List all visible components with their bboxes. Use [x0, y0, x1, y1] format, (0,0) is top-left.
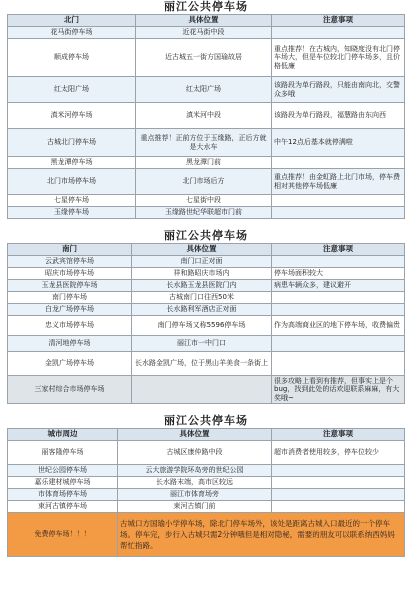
- header-location: 具体位置: [118, 429, 272, 441]
- table-row: [8, 39, 405, 77]
- section3-header-row: [8, 429, 405, 441]
- lot-name: 束河古镇停车场: [8, 501, 118, 513]
- section-gap: [0, 219, 411, 229]
- table-row: [8, 157, 405, 169]
- lot-location: 丽江市一中门口: [132, 336, 272, 352]
- lot-location: 长水路末端，高市区较远: [118, 477, 272, 489]
- lot-location: 长水路金凯广场，位于黑山羊美食一条街上: [132, 352, 272, 376]
- lot-location: 七星街中段: [136, 195, 272, 207]
- table-row: [8, 465, 405, 477]
- header-notes: 注意事项: [272, 244, 405, 256]
- lot-location: 近古城五一街方国瑜故居: [136, 39, 272, 77]
- lot-location: 北门市场后方: [136, 169, 272, 195]
- header-area: 城市周边: [8, 429, 118, 441]
- lot-location: 丽江市体育场旁: [118, 489, 272, 501]
- table-row: [8, 376, 405, 404]
- section2-header-row: [8, 244, 405, 256]
- lot-note: [272, 207, 405, 219]
- table-row: [8, 169, 405, 195]
- table-row: [8, 103, 405, 129]
- lot-name: 黑龙潭停车场: [8, 157, 136, 169]
- lot-location: 南门口正对面: [132, 256, 272, 268]
- lot-note: [272, 157, 405, 169]
- header-area: 南门: [8, 244, 132, 256]
- lot-note: 超市消费者使用较多，停车位较少: [272, 441, 405, 465]
- header-notes: 注意事项: [272, 429, 405, 441]
- lot-note: [272, 501, 405, 513]
- lot-location: 黑龙潭门前: [136, 157, 272, 169]
- table-row: [8, 280, 405, 292]
- lot-name: 玉缘停车场: [8, 207, 136, 219]
- table-row: [8, 352, 405, 376]
- table-row: [8, 268, 405, 280]
- table-row: [8, 336, 405, 352]
- lot-location: 云大旅游学院环岛旁的世纪公园: [118, 465, 272, 477]
- lot-note: 很多攻略上看到有推荐，但事实上是个bug，找到此处的话欢迎联系麻麻，有大奖哦~: [272, 376, 405, 404]
- city-outskirts-parking-table: [7, 414, 405, 557]
- lot-location: 束河古镇门前: [118, 501, 272, 513]
- section1-title-row: [8, 0, 405, 15]
- lot-name: 世纪公园停车场: [8, 465, 118, 477]
- lot-location: [132, 376, 272, 404]
- lot-name: 清河地停车场: [8, 336, 132, 352]
- lot-name: 市体育场停车场: [8, 489, 118, 501]
- lot-note: [272, 304, 405, 316]
- table-row: [8, 489, 405, 501]
- lot-name: 南门停车场: [8, 292, 132, 304]
- lot-location: 重点推荐！正前方位于玉缘路，正后方就是大水车: [136, 129, 272, 157]
- north-gate-parking-table: [7, 0, 405, 219]
- lot-note: [272, 336, 405, 352]
- lot-note: 中午12点后基本就停满啦: [272, 129, 405, 157]
- south-gate-parking-table: [7, 229, 405, 404]
- lot-location: 玉缘路世纪华联超市门前: [136, 207, 272, 219]
- free-parking-note: 古城口方国瑜小学停车场，除北门停车场外，该处是距离古城入口最近的一个停车场。停车完，步行入古城只需2分钟哦但是相对隐秘，需要的朋友可以联系纳西妈妈帮忙指路。: [118, 513, 405, 557]
- header-location: 具体位置: [136, 15, 272, 27]
- lot-name: 滇米河停车场: [8, 103, 136, 129]
- section1-title: 丽江公共停车场: [164, 0, 248, 13]
- lot-name: 云武宾馆停车场: [8, 256, 132, 268]
- lot-note: [272, 256, 405, 268]
- lot-note: [272, 352, 405, 376]
- lot-note: [272, 465, 405, 477]
- lot-note: [272, 195, 405, 207]
- lot-note: [272, 292, 405, 304]
- lot-location: 滇米河中段: [136, 103, 272, 129]
- lot-note: 重点推荐！在古城内，知晓度没有北门停车场大，但是车位较北门停车场多，且价格低廉: [272, 39, 405, 77]
- lot-note: 该路段为单行路段，只能由南向北，交警众多哦: [272, 77, 405, 103]
- lot-name: 昭庆市场停车场: [8, 268, 132, 280]
- header-notes: 注意事项: [272, 15, 405, 27]
- lot-name: 顺成停车场: [8, 39, 136, 77]
- lot-location: 古城南门口往西50米: [132, 292, 272, 304]
- lot-location: 长水路利军酒店正对面: [132, 304, 272, 316]
- table-row: [8, 256, 405, 268]
- lot-location: 近花马街中段: [136, 27, 272, 39]
- lot-note: 病患车辆众多，建议避开: [272, 280, 405, 292]
- table-row: [8, 477, 405, 489]
- section2-title: 丽江公共停车场: [164, 229, 248, 242]
- lot-name: 玉龙县医院停车场: [8, 280, 132, 292]
- lot-note: 重点推荐！由金虹路上北门市场，停车费相对其他停车场低廉: [272, 169, 405, 195]
- lot-name: 忠义市场停车场: [8, 316, 132, 336]
- lot-name: 红太阳广场: [8, 77, 136, 103]
- lot-location: 南门停车场又称5596停车场: [132, 316, 272, 336]
- header-location: 具体位置: [132, 244, 272, 256]
- lot-note: [272, 489, 405, 501]
- lot-name: 三家村综合市场停车场: [8, 376, 132, 404]
- free-parking-row: [8, 513, 405, 557]
- lot-name: 花马街停车场: [8, 27, 136, 39]
- table-row: [8, 292, 405, 304]
- table-row: [8, 195, 405, 207]
- table-row: [8, 304, 405, 316]
- section1-header-row: [8, 15, 405, 27]
- table-row: [8, 316, 405, 336]
- table-row: [8, 129, 405, 157]
- lot-location: 祥和路昭庆市场内: [132, 268, 272, 280]
- lot-note: 该路段为单行路段，福慧路由东向西: [272, 103, 405, 129]
- lot-note: 作为高端商业区的地下停车场，收费偏贵: [272, 316, 405, 336]
- lot-note: 停车场面积较大: [272, 268, 405, 280]
- table-row: [8, 501, 405, 513]
- lot-note: [272, 27, 405, 39]
- lot-location: 长水路玉龙县医院门内: [132, 280, 272, 292]
- table-row: [8, 77, 405, 103]
- lot-note: [272, 477, 405, 489]
- lot-name: 丽客隆停车场: [8, 441, 118, 465]
- lot-location: 古城区康仲路中段: [118, 441, 272, 465]
- table-row: [8, 27, 405, 39]
- section2-title-row: [8, 229, 405, 244]
- lot-name: 嘉乐建材城停车场: [8, 477, 118, 489]
- table-row: [8, 441, 405, 465]
- header-area: 北门: [8, 15, 136, 27]
- lot-name: 白龙广场停车场: [8, 304, 132, 316]
- free-parking-label: 免费停车场！！！: [8, 513, 118, 557]
- table-row: [8, 207, 405, 219]
- lot-name: 北门市场停车场: [8, 169, 136, 195]
- section3-title-row: [8, 414, 405, 429]
- section3-title: 丽江公共停车场: [164, 414, 248, 427]
- lot-location: 红太阳广场: [136, 77, 272, 103]
- lot-name: 古城北门停车场: [8, 129, 136, 157]
- lot-name: 金凯广场停车场: [8, 352, 132, 376]
- lot-name: 七星停车场: [8, 195, 136, 207]
- section-gap: [0, 404, 411, 414]
